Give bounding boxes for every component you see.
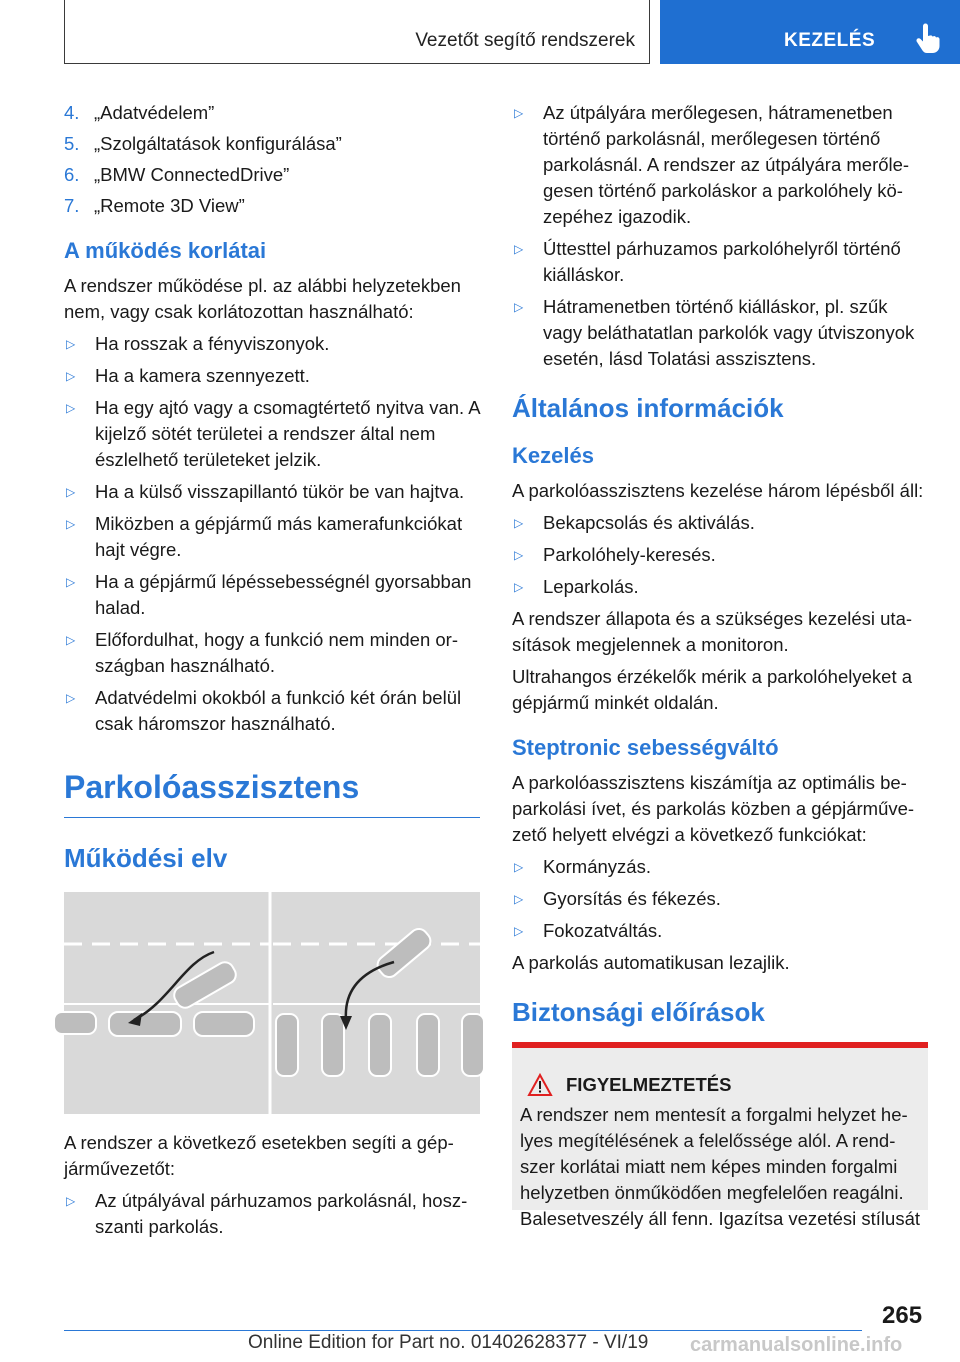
bullet-item bbox=[512, 510, 928, 536]
item-text: „BMW ConnectedDrive” bbox=[94, 164, 290, 185]
sensors-text: Ultrahangos érzékelők mérik a parkolóhelyeket a gépjármű minkét oldalán. bbox=[512, 666, 913, 713]
triangle-bullet-icon: ▷ bbox=[514, 892, 524, 906]
limits-list bbox=[64, 331, 480, 737]
right-column bbox=[512, 100, 928, 1229]
bullet-text: Ha rosszak a fényviszonyok. bbox=[95, 333, 330, 354]
warning-text: A rendszer nem mentesít a forgalmi helyzet helyes megítélésének a felelőssége alól. A rendszer korlátai miatt nem képes minden forgalmi helyzetben önműködően megfelelően reagálni. Balesetveszély áll fenn. Igazítsa vezetési stílusát bbox=[520, 1104, 921, 1229]
main-heading: Parkolóasszisztens bbox=[64, 767, 480, 818]
bullet-text: Kormányzás. bbox=[543, 856, 651, 877]
parking-illustration bbox=[64, 892, 480, 1114]
limits-intro: A rendszer működése pl. az alábbi helyzetekben nem, vagy csak korlátozottan használható: bbox=[64, 275, 461, 322]
bullet-item bbox=[512, 542, 928, 568]
after-image-text: A rendszer a következő esetekben segíti a gépjárművezetőt: bbox=[64, 1132, 454, 1179]
principle-heading: Működési elv bbox=[64, 843, 228, 873]
left-column bbox=[64, 100, 480, 1246]
bullet-text: Az útpályára merőlegesen, hátramenetben történő parkolásnál, merőlegesen történő parkolásnál. A rendszer az útpályára merőlegesen történő parkoláskor a parkolóhely közepéhez igazodik. bbox=[543, 102, 910, 227]
operation-heading: Kezelés bbox=[512, 443, 594, 468]
bullet-text: Fokozatváltás. bbox=[543, 920, 663, 941]
watermark: carmanualsonline.info bbox=[690, 1334, 903, 1356]
bullet-item bbox=[512, 236, 928, 288]
warning-triangle-icon bbox=[528, 1074, 552, 1096]
triangle-bullet-icon: ▷ bbox=[66, 575, 76, 589]
triangle-bullet-icon: ▷ bbox=[514, 300, 524, 314]
numbered-item bbox=[64, 162, 480, 188]
warning-box bbox=[512, 1042, 928, 1229]
item-number: 6. bbox=[64, 164, 80, 185]
bullet-item bbox=[64, 479, 480, 505]
triangle-bullet-icon: ▷ bbox=[514, 516, 524, 530]
bullet-item bbox=[64, 363, 480, 389]
bullet-text: Ha a kamera szennyezett. bbox=[95, 365, 310, 386]
bullet-item bbox=[64, 627, 480, 679]
triangle-bullet-icon: ▷ bbox=[66, 401, 76, 415]
triangle-bullet-icon: ▷ bbox=[66, 1194, 76, 1208]
edition-text: Online Edition for Part no. 01402628377 - VI/19 bbox=[248, 1332, 649, 1353]
bullet-item bbox=[64, 511, 480, 563]
cases-list bbox=[64, 1188, 480, 1240]
bullet-text: Adatvédelmi okokból a funkció két órán belül csak háromszor használható. bbox=[95, 687, 462, 734]
header-chapter-tab bbox=[660, 0, 960, 64]
limits-heading: A működés korlátai bbox=[64, 238, 267, 263]
triangle-bullet-icon: ▷ bbox=[66, 691, 76, 705]
bullet-item bbox=[512, 854, 928, 880]
bullet-text: Ha a külső visszapillantó tükör be van hajtva. bbox=[95, 481, 465, 502]
steptronic-intro: A parkolóasszisztens kiszámítja az optimális beparkolási ívet, és parkolás közben a gépjárművezető helyett elvégzi a következő funkciókat: bbox=[512, 772, 915, 845]
bullet-item bbox=[512, 886, 928, 912]
pointing-hand-icon bbox=[914, 24, 942, 54]
header-section-box bbox=[64, 0, 650, 64]
numbered-item bbox=[64, 100, 480, 126]
bullet-item bbox=[64, 1188, 480, 1240]
status-text: A rendszer állapota és a szükséges kezelési utasítások megjelennek a monitoron. bbox=[512, 608, 913, 655]
bullet-text: Leparkolás. bbox=[543, 576, 639, 597]
bullet-item bbox=[64, 685, 480, 737]
general-heading: Általános információk bbox=[512, 393, 784, 423]
triangle-bullet-icon: ▷ bbox=[66, 485, 76, 499]
page-number: 265 bbox=[882, 1302, 923, 1329]
safety-heading: Biztonsági előírások bbox=[512, 997, 765, 1027]
bullet-text: Ha a gépjármű lépéssebességnél gyorsabban halad. bbox=[95, 571, 472, 618]
bullet-text: Miközben a gépjármű más kamerafunkciókat hajt végre. bbox=[95, 513, 463, 560]
item-number: 5. bbox=[64, 133, 80, 154]
triangle-bullet-icon: ▷ bbox=[514, 548, 524, 562]
triangle-bullet-icon: ▷ bbox=[514, 924, 524, 938]
bullet-item bbox=[512, 918, 928, 944]
bullet-item bbox=[512, 574, 928, 600]
bullet-text: Úttesttel párhuzamos parkolóhelyről történő kiálláskor. bbox=[543, 238, 901, 285]
item-text: „Adatvédelem” bbox=[94, 102, 215, 123]
triangle-bullet-icon: ▷ bbox=[66, 633, 76, 647]
bullet-text: Az útpályával párhuzamos parkolásnál, hoszszanti parkolás. bbox=[95, 1190, 468, 1237]
triangle-bullet-icon: ▷ bbox=[66, 337, 76, 351]
auto-text: A parkolás automatikusan lezajlik. bbox=[512, 952, 790, 973]
triangle-bullet-icon: ▷ bbox=[66, 517, 76, 531]
triangle-bullet-icon: ▷ bbox=[514, 106, 524, 120]
numbered-item bbox=[64, 131, 480, 157]
triangle-bullet-icon: ▷ bbox=[514, 860, 524, 874]
triangle-bullet-icon: ▷ bbox=[66, 369, 76, 383]
bullet-text: Parkolóhely-keresés. bbox=[543, 544, 716, 565]
header-chapter-title: KEZELÉS bbox=[784, 30, 876, 51]
steps-list bbox=[512, 510, 928, 600]
item-number: 4. bbox=[64, 102, 80, 123]
bullet-item bbox=[512, 294, 928, 372]
item-number: 7. bbox=[64, 195, 80, 216]
warning-title: FIGYELMEZTETÉS bbox=[566, 1074, 732, 1095]
cases-continued-list bbox=[512, 100, 928, 372]
functions-list bbox=[512, 854, 928, 944]
numbered-item bbox=[64, 193, 480, 219]
header-section-title: Vezetőt segítő rendszerek bbox=[415, 30, 635, 51]
footer-divider bbox=[64, 1330, 862, 1331]
numbered-list bbox=[64, 100, 480, 219]
bullet-text: Hátramenetben történő kiálláskor, pl. szűk vagy beláthatatlan parkolók vagy útviszonyok esetén, lásd Tolatási asszisztens. bbox=[543, 296, 915, 369]
operation-intro: A parkolóasszisztens kezelése három lépésből áll: bbox=[512, 480, 924, 501]
bullet-item bbox=[64, 331, 480, 357]
bullet-item bbox=[64, 569, 480, 621]
bullet-text: Előfordulhat, hogy a funkció nem minden országban használható. bbox=[95, 629, 459, 676]
bullet-item bbox=[512, 100, 928, 230]
steptronic-heading: Steptronic sebességváltó bbox=[512, 735, 779, 760]
triangle-bullet-icon: ▷ bbox=[514, 242, 524, 256]
bullet-item bbox=[64, 395, 480, 473]
bullet-text: Bekapcsolás és aktiválás. bbox=[543, 512, 755, 533]
item-text: „Remote 3D View” bbox=[94, 195, 245, 216]
bullet-text: Gyorsítás és fékezés. bbox=[543, 888, 721, 909]
triangle-bullet-icon: ▷ bbox=[514, 580, 524, 594]
item-text: „Szolgáltatások konfigurálása” bbox=[94, 133, 342, 154]
bullet-text: Ha egy ajtó vagy a csomagtértető nyitva van. A kijelző sötét területei a rendszer által nem észlelhető területeket jelzik. bbox=[95, 397, 480, 470]
warning-header bbox=[520, 1074, 920, 1096]
